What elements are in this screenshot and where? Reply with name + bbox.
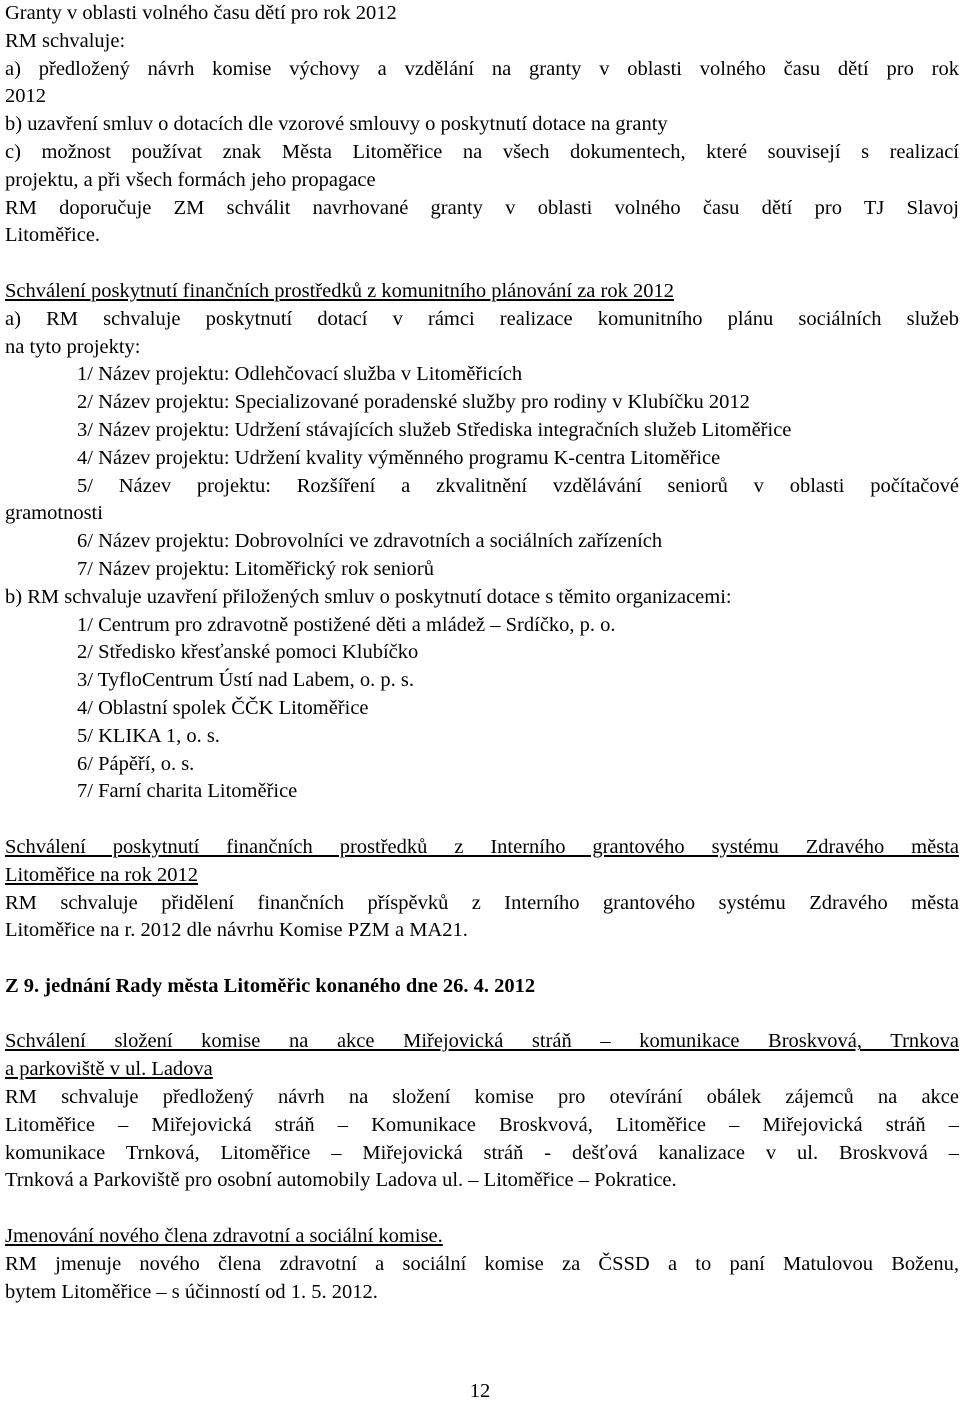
- section-title: Schválení složení komise na akce Miřejovická stráň – komunikace Broskvová, Trnkova: [5, 1030, 959, 1053]
- paragraph-line: RM doporučuje ZM schválit navrhované granty v oblasti volného času dětí pro TJ Slavoj: [5, 196, 959, 219]
- paragraph-line: 2012: [5, 85, 46, 108]
- project-item: 3/ Název projektu: Udržení stávajících služeb Střediska integračních služeb Litoměřice: [77, 418, 792, 441]
- project-item: 5/ Název projektu: Rozšíření a zkvalitnění vzdělávání seniorů v oblasti počítačové: [77, 474, 959, 497]
- organization-item: 4/ Oblastní spolek ČČK Litoměřice: [77, 696, 369, 719]
- spacer: [5, 1195, 959, 1223]
- spacer: [5, 250, 959, 278]
- organization-item: 5/ KLIKA 1, o. s.: [77, 724, 220, 747]
- paragraph-line: Litoměřice – Miřejovická stráň – Komunikace Broskvová, Litoměřice – Miřejovická stráň –: [5, 1113, 959, 1136]
- project-item: 4/ Název projektu: Udržení kvality výměnného programu K-centra Litoměřice: [77, 446, 721, 469]
- organization-item: 3/ TyfloCentrum Ústí nad Labem, o. p. s.: [77, 669, 414, 692]
- section-title: Granty v oblasti volného času dětí pro rok 2012: [5, 2, 397, 24]
- paragraph-line: Litoměřice.: [5, 224, 101, 247]
- paragraph-line: a) RM schvaluje poskytnutí dotací v rámci realizace komunitního plánu sociálních služeb: [5, 307, 959, 330]
- paragraph-line: bytem Litoměřice – s účinností od 1. 5. 2012.: [5, 1280, 378, 1303]
- section-internal-grant-system: [5, 834, 959, 945]
- organization-item: 6/ Pápěří, o. s.: [77, 752, 195, 775]
- section-title-continuation: a parkoviště v ul. Ladova: [5, 1058, 213, 1081]
- paragraph-line: Litoměřice na r. 2012 dle návrhu Komise PZM a MA21.: [5, 919, 468, 942]
- project-item: 2/ Název projektu: Specializované poradenské služby pro rodiny v Klubíčku 2012: [77, 391, 750, 414]
- section-title: Schválení poskytnutí finančních prostředků z Interního grantového systému Zdravého města: [5, 835, 959, 858]
- section-title: Jmenování nového člena zdravotní a sociální komise.: [5, 1225, 443, 1248]
- project-item: 1/ Název projektu: Odlehčovací služba v Litoměřicích: [77, 363, 523, 386]
- section-new-member: [5, 1223, 959, 1306]
- section-community-planning: [5, 278, 959, 806]
- organization-item: 1/ Centrum pro zdravotně postižené děti a mládež – Srdíčko, p. o.: [77, 613, 616, 636]
- project-item-continuation: gramotnosti: [5, 502, 103, 525]
- paragraph-line: na tyto projekty:: [5, 335, 141, 358]
- paragraph-line: a) předložený návrh komise výchovy a vzdělání na granty v oblasti volného času dětí pro rok: [5, 57, 959, 80]
- meeting-heading: Z 9. jednání Rady města Litoměřic konaného dne 26. 4. 2012: [5, 974, 536, 997]
- paragraph-line: RM jmenuje nového člena zdravotní a sociální komise za ČSSD a to paní Matulovou Boženu,: [5, 1252, 959, 1275]
- project-item: 7/ Název projektu: Litoměřický rok seniorů: [77, 557, 434, 580]
- page-number: 12: [469, 1380, 491, 1402]
- paragraph-line: b) RM schvaluje uzavření přiložených smluv o poskytnutí dotace s těmito organizacemi:: [5, 585, 732, 608]
- spacer: [5, 1001, 959, 1029]
- organization-item: 2/ Středisko křesťanské pomoci Klubíčko: [77, 641, 419, 664]
- section-title: Schválení poskytnutí finančních prostředků z komunitního plánování za rok 2012: [5, 279, 674, 302]
- paragraph-line: RM schvaluje předložený návrh na složení komise pro otevírání obálek zájemců na akce: [5, 1086, 959, 1109]
- project-item: 6/ Název projektu: Dobrovolníci ve zdravotních a sociálních zařízeních: [77, 530, 663, 553]
- section-grants-leisure: [5, 0, 959, 250]
- paragraph-line: komunikace Trnková, Litoměřice – Miřejovická stráň - dešťová kanalizace v ul. Broskvová –: [5, 1141, 959, 1164]
- organization-item: 7/ Farní charita Litoměřice: [77, 780, 298, 803]
- section-title-continuation: Litoměřice na rok 2012: [5, 863, 198, 886]
- paragraph-line: Trnková a Parkoviště pro osobní automobily Ladova ul. – Litoměřice – Pokratice.: [5, 1169, 677, 1192]
- spacer: [5, 806, 959, 834]
- section-commission-composition: [5, 1028, 959, 1195]
- paragraph-line: RM schvaluje přidělení finančních příspěvků z Interního grantového systému Zdravého města: [5, 891, 959, 914]
- document-page: [5, 0, 959, 1306]
- paragraph-line: RM schvaluje:: [5, 29, 126, 52]
- spacer: [5, 945, 959, 973]
- paragraph-line: projektu, a při všech formách jeho propagace: [5, 168, 376, 191]
- paragraph-line: b) uzavření smluv o dotacích dle vzorové smlouvy o poskytnutí dotace na granty: [5, 113, 668, 136]
- paragraph-line: c) možnost používat znak Města Litoměřice na všech dokumentech, které souvisejí s realizací: [5, 140, 959, 163]
